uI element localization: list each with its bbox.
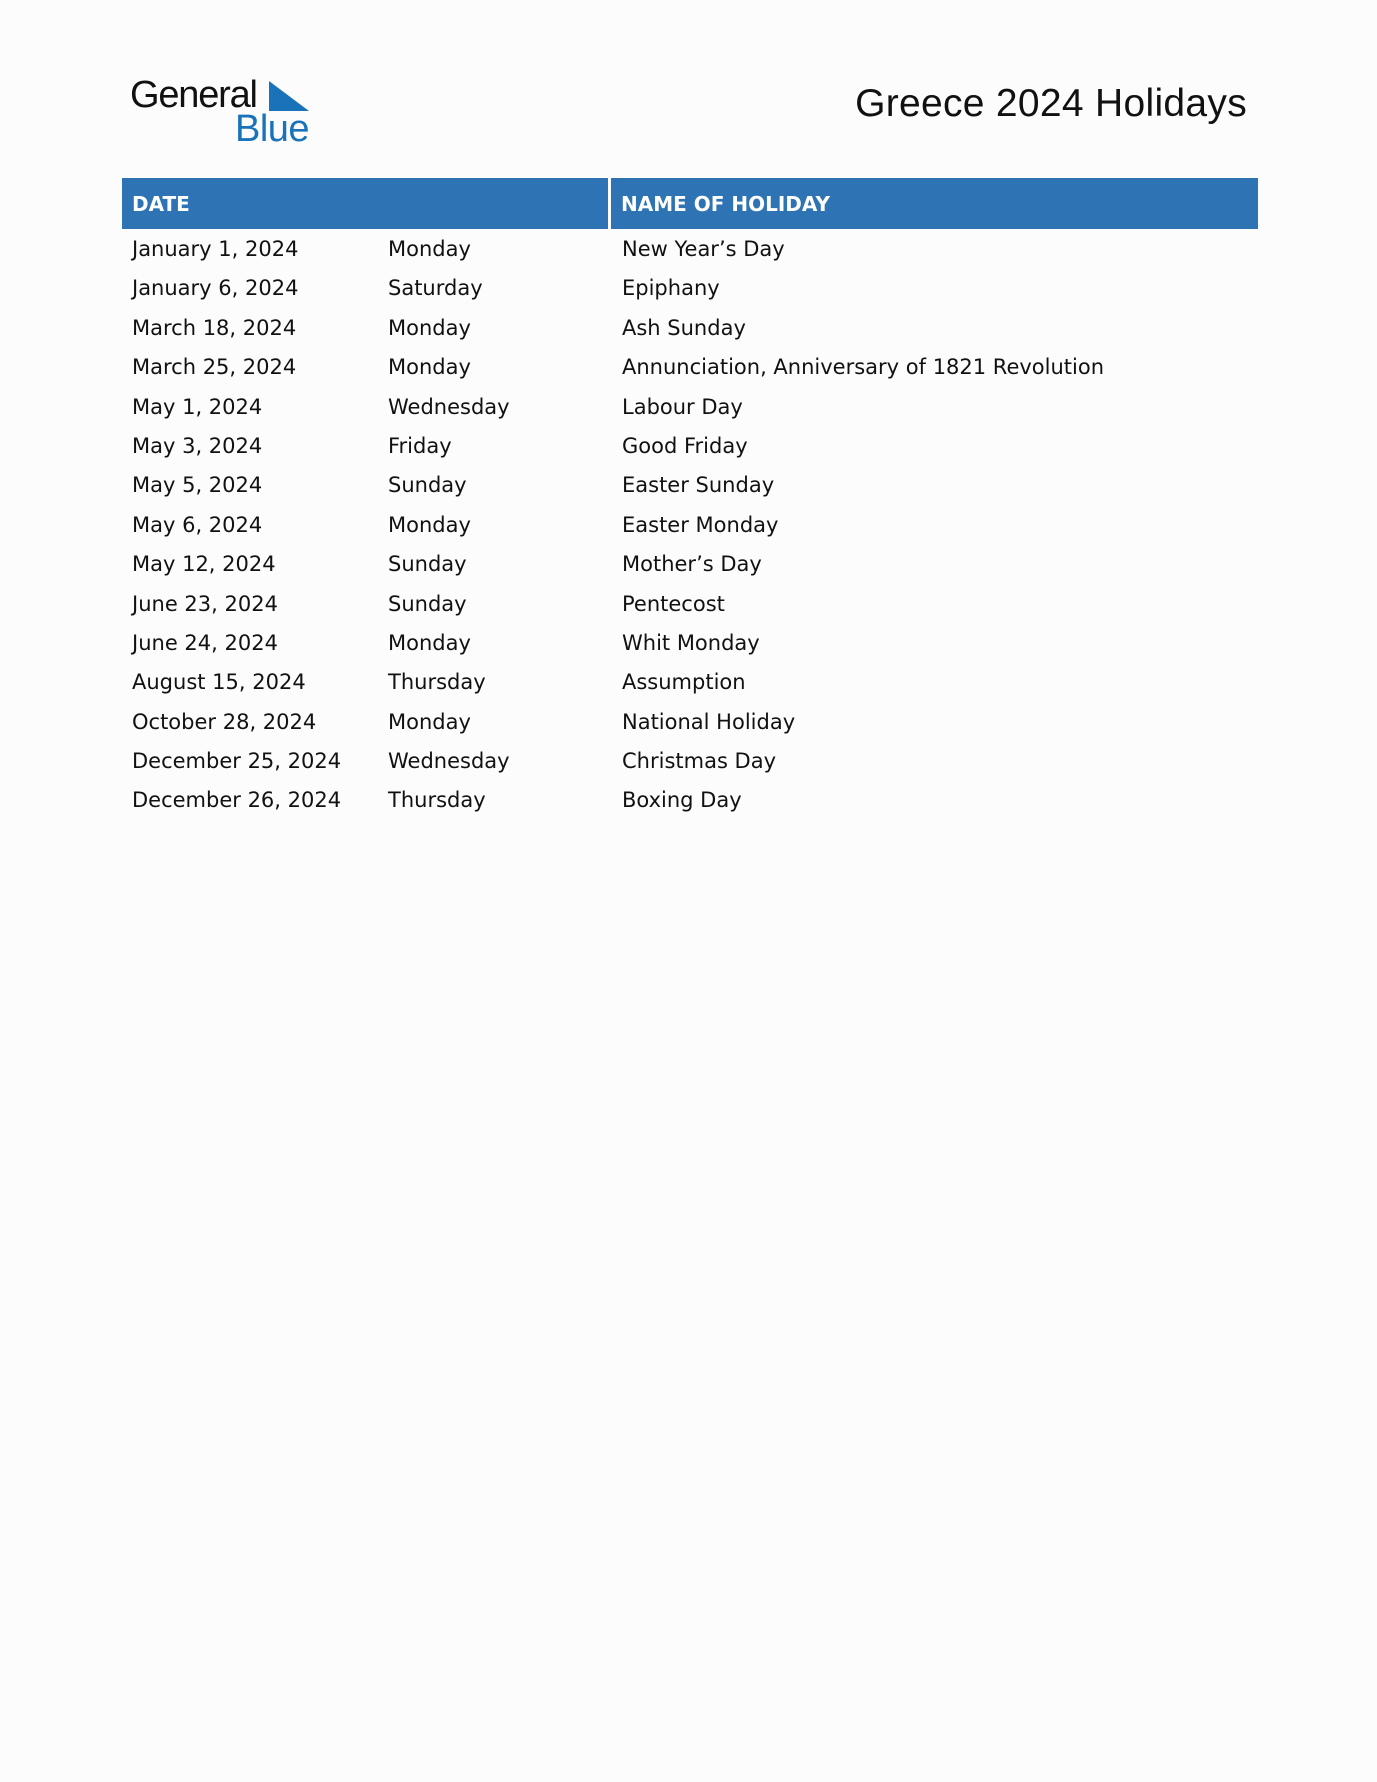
holiday-name-cell: Whit Monday (622, 630, 760, 655)
table-row (0, 429, 1377, 468)
holiday-name-cell: Epiphany (622, 276, 720, 301)
table-row (0, 626, 1377, 665)
weekday-cell: Monday (388, 315, 471, 340)
table-row (0, 508, 1377, 547)
table-row (0, 587, 1377, 626)
weekday-cell: Sunday (388, 552, 467, 577)
holiday-name-cell: Assumption (622, 670, 746, 695)
date-cell: June 24, 2024 (132, 630, 278, 655)
holiday-name-cell: Labour Day (622, 394, 743, 419)
weekday-cell: Saturday (388, 276, 483, 301)
holiday-name-cell: Mother’s Day (622, 552, 762, 577)
date-cell: March 18, 2024 (132, 315, 297, 340)
weekday-cell: Sunday (388, 473, 467, 498)
date-cell: March 25, 2024 (132, 355, 297, 380)
page-title: Greece 2024 Holidays (855, 82, 1247, 125)
holiday-name-cell: Annunciation, Anniversary of 1821 Revolution (622, 355, 1105, 380)
table-row (0, 311, 1377, 350)
table-row (0, 547, 1377, 586)
weekday-cell: Thursday (388, 788, 486, 813)
weekday-cell: Thursday (388, 670, 486, 695)
weekday-cell: Friday (388, 433, 452, 458)
holiday-name-cell: New Year’s Day (622, 237, 785, 261)
table-row (0, 744, 1377, 783)
date-cell: December 25, 2024 (132, 749, 342, 774)
holiday-name-cell: Boxing Day (622, 788, 742, 813)
holiday-name-cell: Pentecost (622, 591, 725, 616)
holiday-name-cell: Christmas Day (622, 749, 777, 774)
table-row (0, 705, 1377, 744)
holiday-name-cell: National Holiday (622, 709, 796, 734)
weekday-cell: Wednesday (388, 394, 510, 419)
table-row (0, 271, 1377, 310)
weekday-cell: Monday (388, 512, 471, 537)
date-cell: January 6, 2024 (132, 276, 299, 301)
table-row (0, 665, 1377, 704)
date-cell: May 5, 2024 (132, 473, 263, 498)
weekday-cell: Sunday (388, 591, 467, 616)
date-cell: August 15, 2024 (132, 670, 306, 695)
table-row (0, 390, 1377, 429)
table-header (122, 178, 1258, 229)
holiday-name-cell: Good Friday (622, 433, 748, 458)
date-cell: December 26, 2024 (132, 788, 342, 813)
holiday-table-body (0, 232, 1377, 823)
date-cell: May 12, 2024 (132, 552, 276, 577)
logo-word-blue: Blue (235, 108, 310, 150)
weekday-cell: Wednesday (388, 749, 510, 774)
weekday-cell: Monday (388, 709, 471, 734)
date-cell: May 6, 2024 (132, 512, 263, 537)
holiday-name-cell: Ash Sunday (622, 315, 746, 340)
date-cell: October 28, 2024 (132, 709, 317, 734)
date-cell: June 23, 2024 (132, 591, 278, 616)
table-row (0, 468, 1377, 507)
weekday-cell: Monday (388, 355, 471, 380)
column-header-date: DATE (122, 178, 608, 229)
weekday-cell: Monday (388, 237, 471, 261)
table-row (0, 783, 1377, 822)
date-cell: January 1, 2024 (132, 237, 299, 261)
table-row (0, 232, 1377, 271)
date-cell: May 1, 2024 (132, 394, 263, 419)
holiday-name-cell: Easter Monday (622, 512, 779, 537)
general-blue-logo (130, 72, 330, 162)
date-cell: May 3, 2024 (132, 433, 263, 458)
logo-word-general: General (130, 74, 257, 116)
holiday-name-cell: Easter Sunday (622, 473, 775, 498)
weekday-cell: Monday (388, 630, 471, 655)
triangle-icon (269, 81, 309, 111)
table-row (0, 350, 1377, 389)
column-header-holiday-name: NAME OF HOLIDAY (611, 178, 1258, 229)
